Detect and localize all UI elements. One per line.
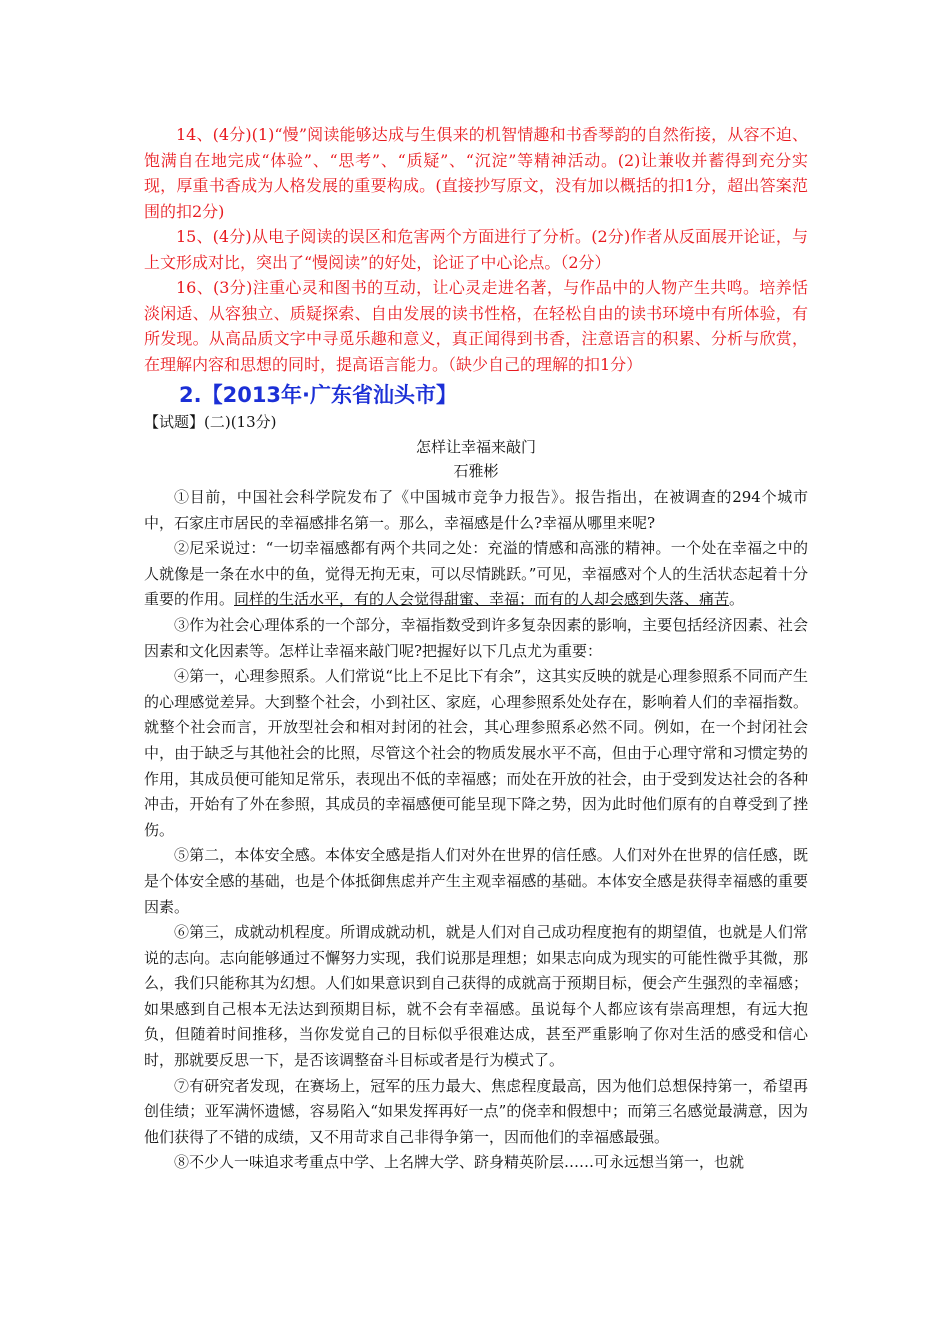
- paragraph-1: ①目前，中国社会科学院发布了《中国城市竞争力报告》。报告指出，在被调查的294个城市中，石家庄市居民的幸福感排名第一。那么，幸福感是什么?幸福从哪里来呢?: [144, 488, 808, 532]
- paragraph-2: [144, 536, 808, 613]
- question-label: 【试题】(二)(13分): [144, 413, 277, 431]
- paragraph-5: ⑤第二，本体安全感。本体安全感是指人们对外在世界的信任感。人们对外在世界的信任感，既是个体安全感的基础，也是个体抵御焦虑并产生主观幸福感的基础。本体安全感是获得幸福感的重要因素。: [144, 846, 808, 916]
- answer-14: 14、(4分)(1)“慢”阅读能够达成与生俱来的机智情趣和书香琴韵的自然衔接，从容不迫、饱满自在地完成“体验”、“思考”、“质疑”、“沉淀”等精神活动。(2)让兼收并蓄得到充分实现，厚重书香成为人格发展的重要构成。(直接抄写原文，没有加以概括的扣1分，超出答案范围的扣2分): [144, 125, 808, 221]
- underlined-sentence: 同样的生活水平，有的人会觉得甜蜜、幸福；而有的人却会感到失落、痛苦: [234, 590, 730, 609]
- essay-author: 石雅彬: [453, 462, 499, 480]
- paragraph-7: ⑦有研究者发现，在赛场上，冠军的压力最大、焦虑程度最高，因为他们总想保持第一，希望再创佳绩；亚军满怀遗憾，容易陷入“如果发挥再好一点”的侥幸和假想中；而第三名感觉最满意，因为他们获得了不错的成绩，又不用苛求自己非得争第一，因而他们的幸福感最强。: [144, 1076, 808, 1146]
- document-page: [144, 122, 808, 1176]
- essay-title: 怎样让幸福来敲门: [415, 438, 536, 456]
- paragraph-2-end: 。: [729, 590, 745, 609]
- answer-16: 16、(3分)注重心灵和图书的互动，让心灵走进名著，与作品中的人物产生共鸣。培养恬淡闲适、从容独立、质疑探索、自由发展的读书性格，在轻松自由的读书环境中有所体验，有所发现。从高品质文字中寻觅乐趣和意义，真正闻得到书香，注意语言的积累、分析与欣赏，在理解内容和思想的同时，提高语言能力。（缺少自己的理解的扣1分）: [144, 278, 808, 374]
- paragraph-8: ⑧不少人一味追求考重点中学、上名牌大学、跻身精英阶层……可永远想当第一，也就: [174, 1153, 745, 1172]
- paragraph-6: ⑥第三，成就动机程度。所谓成就动机，就是人们对自己成功程度抱有的期望值，也就是人们常说的志向。志向能够通过不懈努力实现，我们说那是理想；如果志向成为现实的可能性微乎其微，那么，我们只能称其为幻想。人们如果意识到自己获得的成就高于预期目标，便会产生强烈的幸福感；如果感到自己根本无法达到预期目标，就不会有幸福感。虽说每个人都应该有崇高理想，有远大抱负，但随着时间推移，当你发觉自己的目标似乎很难达成，甚至严重影响了你对生活的感受和信心时，那就要反思一下，是否该调整奋斗目标或者是行为模式了。: [144, 923, 808, 1070]
- paragraph-3: ③作为社会心理体系的一个部分，幸福指数受到许多复杂因素的影响，主要包括经济因素、社会因素和文化因素等。怎样让幸福来敲门呢?把握好以下几点尤为重要：: [144, 615, 808, 660]
- answer-15: 15、(4分)从电子阅读的误区和危害两个方面进行了分析。(2分)作者从反面展开论证，与上文形成对比，突出了“慢阅读”的好处，论证了中心论点。（2分）: [144, 227, 808, 272]
- paragraph-4: ④第一，心理参照系。人们常说“比上不足比下有余”，这其实反映的就是心理参照系不同而产生的心理感觉差异。大到整个社会，小到社区、家庭，心理参照系处处存在，影响着人们的幸福指数。就整个社会而言，开放型社会和相对封闭的社会，其心理参照系必然不同。例如，在一个封闭社会中，由于缺乏与其他社会的比照，尽管这个社会的物质发展水平不高，但由于心理守常和习惯定势的作用，其成员便可能知足常乐，表现出不低的幸福感；而处在开放的社会，由于受到发达社会的各种冲击，开始有了外在参照，其成员的幸福感便可能呈现下降之势，因为此时他们原有的自尊受到了挫伤。: [144, 667, 808, 839]
- section-heading: 2.【2013年·广东省汕头市】: [179, 383, 458, 407]
- essay-body: [144, 485, 808, 1176]
- paragraph-2-text: ②尼采说过：“一切幸福感都有两个共同之处：充溢的情感和高涨的精神。一个处在幸福之中的人就像是一条在水中的鱼，觉得无拘无束，可以尽情跳跃。”可见，幸福感对个人的生活状态起着十分重要的作用。: [144, 539, 808, 609]
- answer-block: [144, 122, 808, 377]
